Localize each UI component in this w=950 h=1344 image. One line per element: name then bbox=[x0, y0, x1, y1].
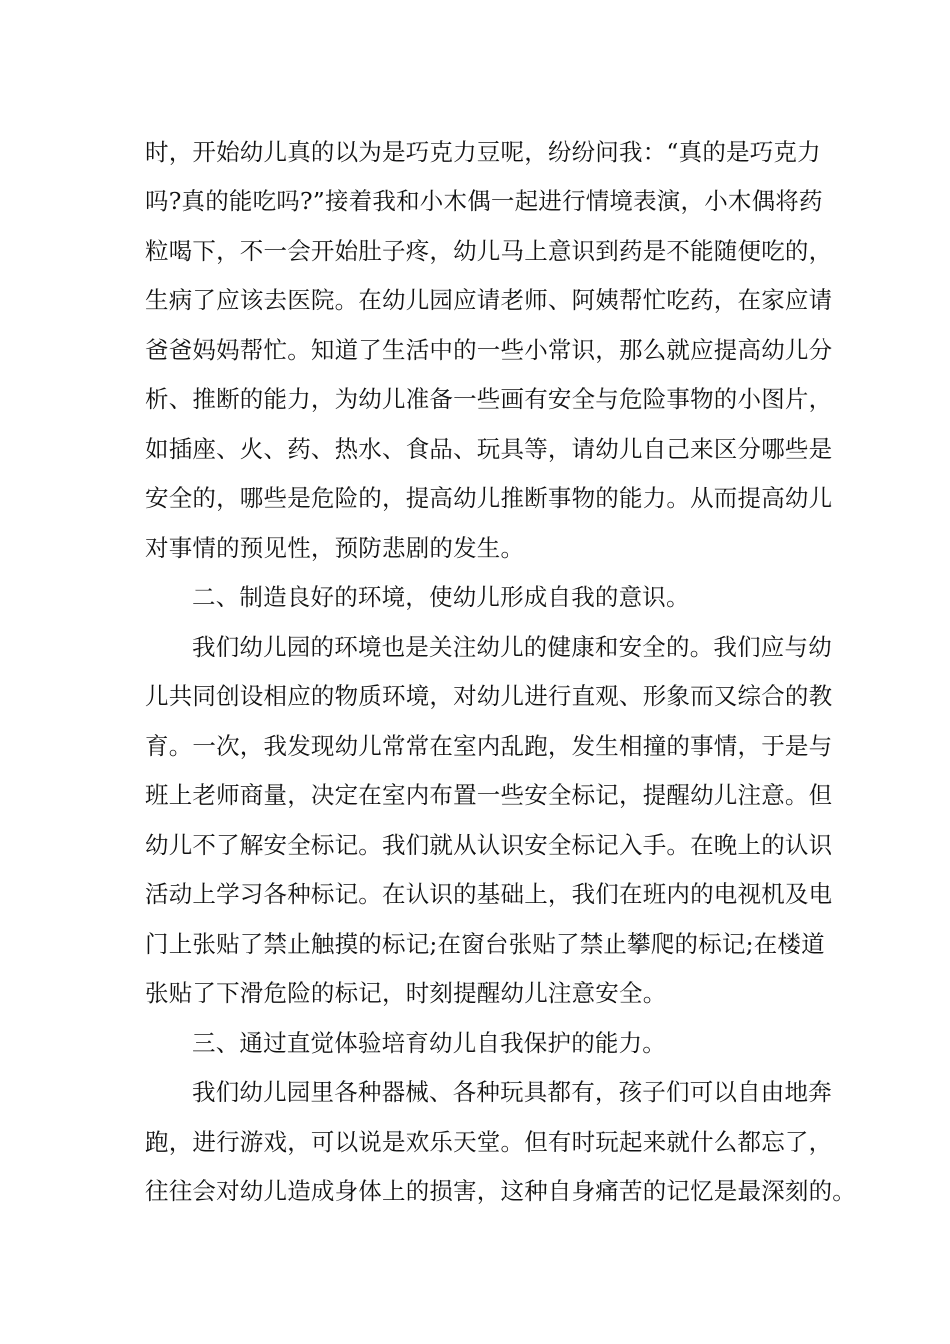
section-heading-3: 三、通过直觉体验培育幼儿自我保护的能力。 bbox=[192, 1029, 666, 1057]
text-line: 吗?真的能吃吗?”接着我和小木偶一起进行情境表演，小木偶将药 bbox=[145, 187, 823, 215]
text-line: 我们幼儿园的环境也是关注幼儿的健康和安全的。我们应与幼 bbox=[192, 633, 832, 661]
text-line: 对事情的预见性，预防悲剧的发生。 bbox=[145, 534, 525, 562]
text-line: 爸爸妈妈帮忙。知道了生活中的一些小常识，那么就应提高幼儿分 bbox=[145, 336, 833, 364]
text-line: 儿共同创设相应的物质环境，对幼儿进行直观、形象而又综合的教 bbox=[145, 682, 833, 710]
text-line: 析、推断的能力，为幼儿准备一些画有安全与危险事物的小图片， bbox=[145, 385, 833, 413]
text-line: 安全的，哪些是危险的，提高幼儿推断事物的能力。从而提高幼儿 bbox=[145, 484, 833, 512]
section-heading-2: 二、制造良好的环境，使幼儿形成自我的意识。 bbox=[192, 583, 690, 611]
text-line: 育。一次，我发现幼儿常常在室内乱跑，发生相撞的事情，于是与 bbox=[145, 732, 833, 760]
text-line: 门上张贴了禁止触摸的标记;在窗台张贴了禁止攀爬的标记;在楼道 bbox=[145, 930, 825, 958]
text-line: 往往会对幼儿造成身体上的损害，这种自身痛苦的记忆是最深刻的。 bbox=[145, 1177, 856, 1205]
text-line: 跑，进行游戏，可以说是欢乐天堂。但有时玩起来就什么都忘了， bbox=[145, 1128, 833, 1156]
text-line: 幼儿不了解安全标记。我们就从认识安全标记入手。在晚上的认识 bbox=[145, 831, 833, 859]
text-line: 粒喝下，不一会开始肚子疼，幼儿马上意识到药是不能随便吃的， bbox=[145, 237, 833, 265]
text-line: 如插座、火、药、热水、食品、玩具等，请幼儿自己来区分哪些是 bbox=[145, 435, 833, 463]
text-line: 活动上学习各种标记。在认识的基础上，我们在班内的电视机及电 bbox=[145, 880, 833, 908]
text-line: 我们幼儿园里各种器械、各种玩具都有，孩子们可以自由地奔 bbox=[192, 1078, 832, 1106]
text-line: 时，开始幼儿真的以为是巧克力豆呢，纷纷问我：“真的是巧克力 bbox=[145, 138, 821, 166]
text-line: 张贴了下滑危险的标记，时刻提醒幼儿注意安全。 bbox=[145, 979, 667, 1007]
text-line: 班上老师商量，决定在室内布置一些安全标记，提醒幼儿注意。但 bbox=[145, 781, 833, 809]
text-line: 生病了应该去医院。在幼儿园应请老师、阿姨帮忙吃药，在家应请 bbox=[145, 286, 833, 314]
